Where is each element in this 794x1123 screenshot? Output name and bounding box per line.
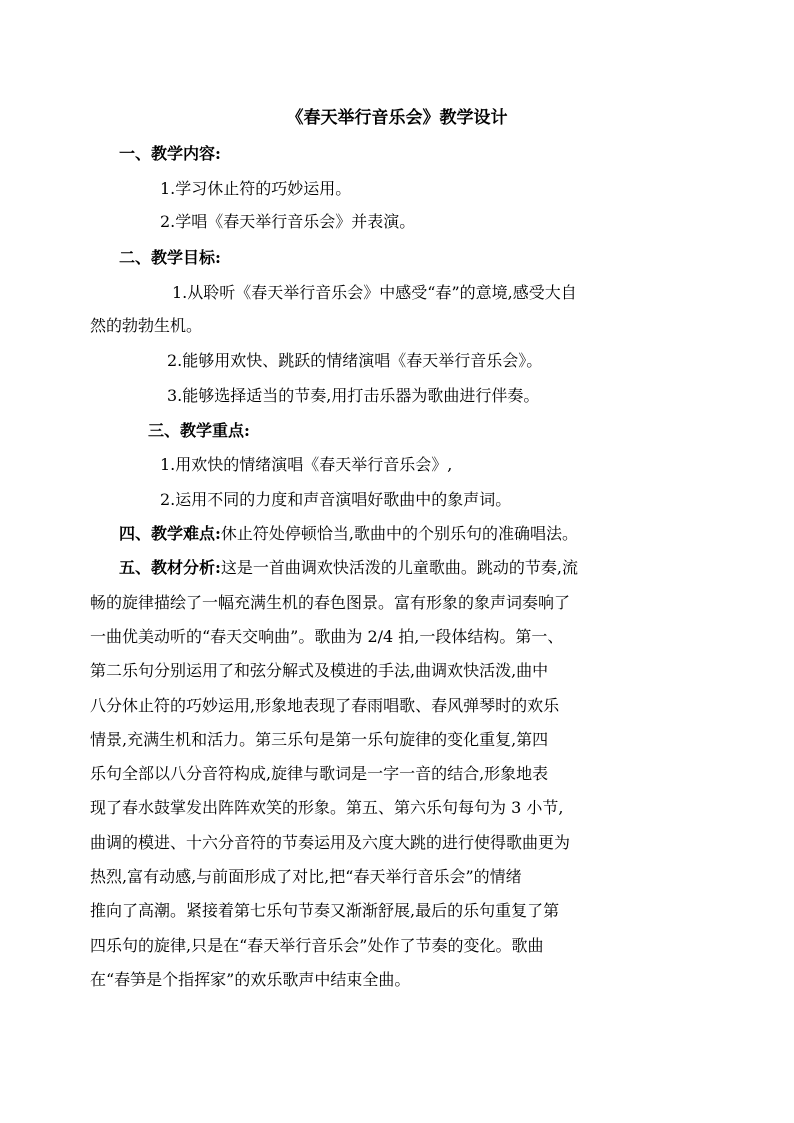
section-heading-content: 一、教学内容:: [119, 144, 221, 163]
difficulties-paragraph: [119, 524, 578, 544]
analysis-line: 现了春水鼓掌发出阵阵欢笑的形象。第五、第六乐句每句为 3 小节,: [90, 798, 564, 817]
section-heading-key-points: 三、教学重点:: [148, 421, 250, 440]
analysis-line: 情景,充满生机和活力。第三乐句是第一乐句旋律的变化重复,第四: [90, 730, 549, 749]
key-point-item-1: 1.用欢快的情绪演唱《春天举行音乐会》,: [160, 455, 453, 474]
analysis-line: 四乐句的旋律,只是在“春天举行音乐会”处作了节奏的变化。歌曲: [90, 936, 544, 955]
objective-item-1-line-2: 然的勃勃生机。: [90, 316, 203, 335]
analysis-line: 乐句全部以八分音符构成,旋律与歌词是一字一音的结合,形象地表: [90, 764, 549, 783]
analysis-line: 曲调的模进、十六分音符的节奏运用及六度大跳的进行使得歌曲更为: [90, 833, 571, 852]
difficulties-text: 休止符处停顿恰当,歌曲中的个别乐句的准确唱法。: [220, 524, 579, 543]
section-heading-analysis: 五、教材分析:: [119, 558, 221, 577]
analysis-first-line-text: 这是一首曲调欢快活泼的儿童歌曲。跳动的节奏,流: [220, 558, 579, 577]
analysis-line: 一曲优美动听的“春天交响曲”。歌曲为 2/4 拍,一段体结构。第一、: [90, 627, 564, 646]
content-item-1: 1.学习休止符的巧妙运用。: [160, 179, 352, 198]
analysis-line: 热烈,富有动感,与前面形成了对比,把“春天举行音乐会”的情绪: [90, 867, 522, 886]
analysis-last-line: 在“春笋是个指挥家”的欢乐歌声中结束全曲。: [90, 970, 411, 989]
analysis-line: 第二乐句分别运用了和弦分解式及模进的手法,曲调欢快活泼,曲中: [90, 661, 549, 680]
objective-item-3: 3.能够选择适当的节奏,用打击乐器为歌曲进行伴奏。: [167, 386, 540, 405]
objective-item-1-line-1: 1.从聆听《春天举行音乐会》中感受“春”的意境,感受大自: [172, 283, 577, 302]
section-heading-difficulties: 四、教学难点:: [119, 524, 221, 543]
key-point-item-2: 2.运用不同的力度和声音演唱好歌曲中的象声词。: [160, 490, 512, 509]
content-item-2: 2.学唱《春天举行音乐会》并表演。: [160, 212, 416, 231]
analysis-line: 八分休止符的巧妙运用,形象地表现了春雨唱歌、春风弹琴时的欢乐: [90, 696, 560, 715]
document-title: 《春天举行音乐会》教学设计: [286, 108, 508, 128]
analysis-line: 推向了高潮。紧接着第七乐句节奏又渐渐舒展,最后的乐句重复了第: [90, 901, 560, 920]
objective-item-2: 2.能够用欢快、跳跃的情绪演唱《春天举行音乐会》。: [167, 351, 543, 370]
section-heading-objectives: 二、教学目标:: [119, 248, 221, 267]
analysis-first-line: [119, 558, 679, 578]
analysis-line: 畅的旋律描绘了一幅充满生机的春色图景。富有形象的象声词奏响了: [90, 593, 571, 612]
